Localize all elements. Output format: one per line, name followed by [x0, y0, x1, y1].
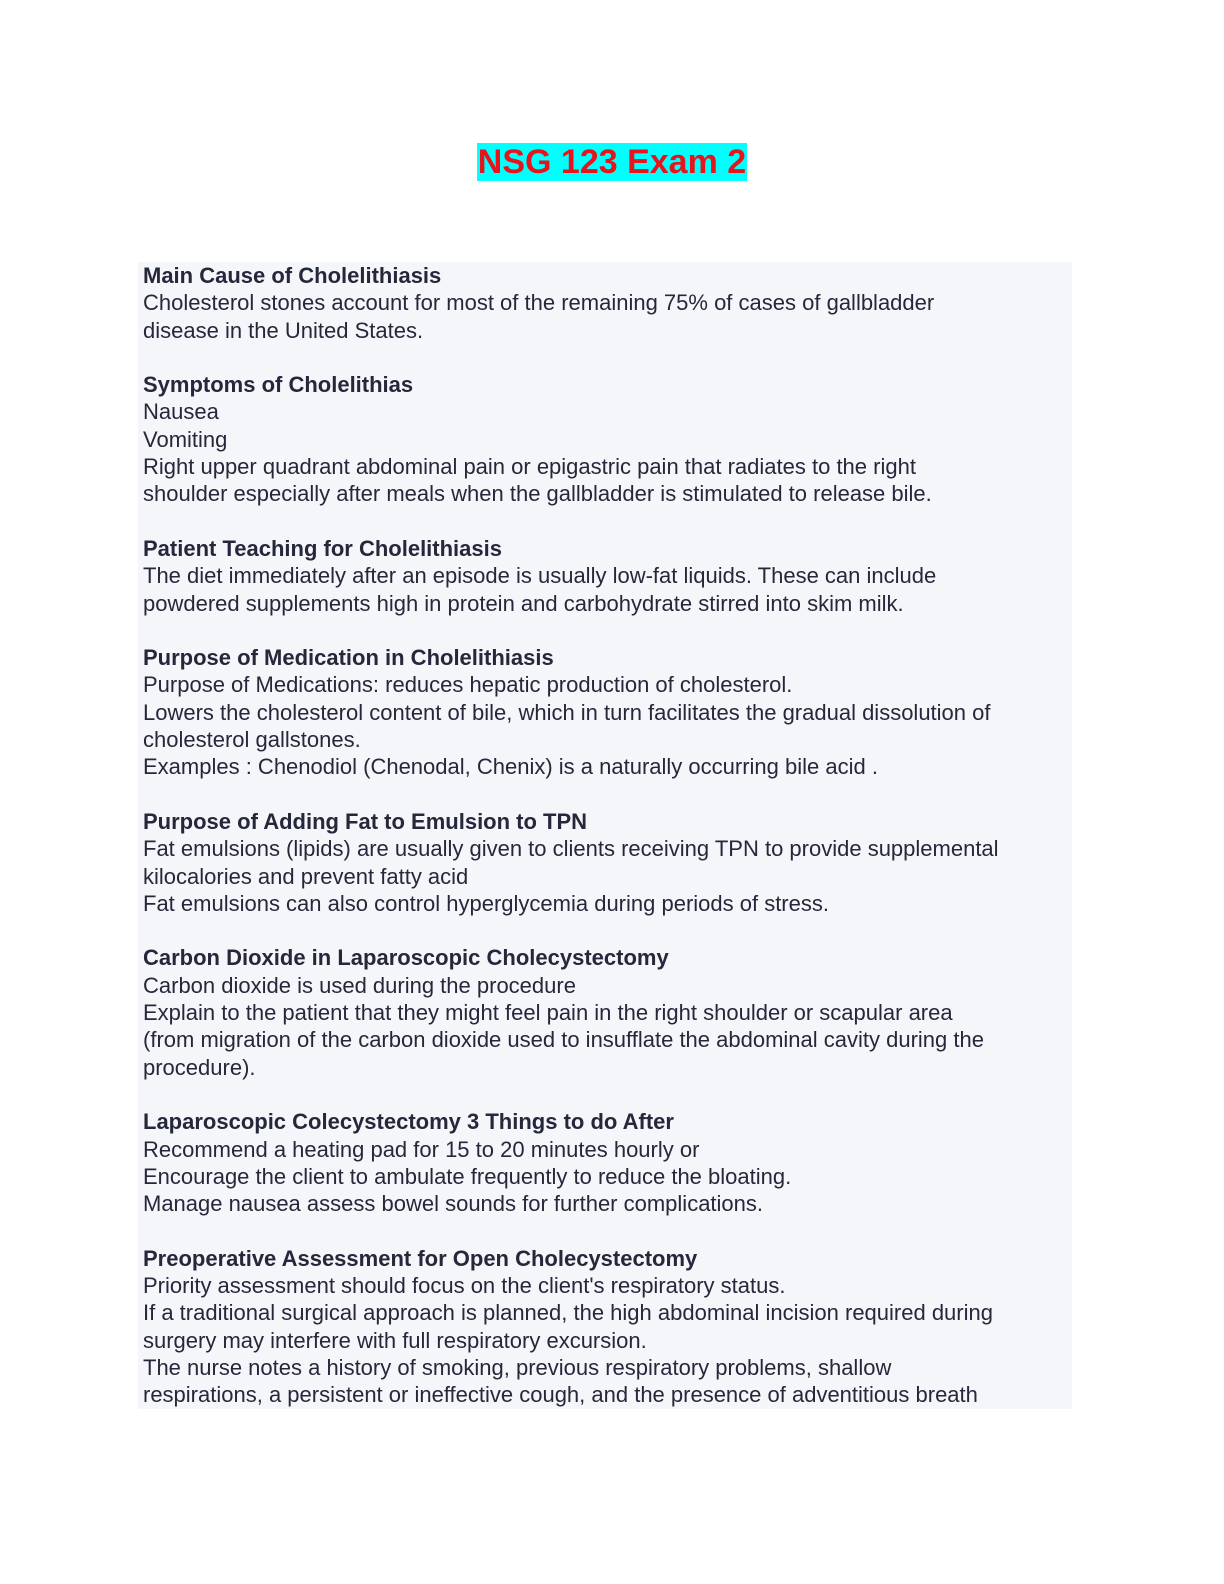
section-heading: Purpose of Medication in Cholelithiasis — [143, 645, 554, 671]
section-line: shoulder especially after meals when the gallbladder is stimulated to release bile. — [143, 481, 932, 507]
section-heading: Preoperative Assessment for Open Cholecystectomy — [143, 1245, 698, 1271]
section-line: Lowers the cholesterol content of bile, which in turn facilitates the gradual dissolution of — [143, 699, 991, 725]
section-line: procedure). — [143, 1054, 256, 1080]
section-line: Recommend a heating pad for 15 to 20 minutes hourly or — [143, 1136, 700, 1162]
section-heading: Main Cause of Cholelithiasis — [143, 263, 442, 288]
section-line: Cholesterol stones account for most of the remaining 75% of cases of gallbladder — [143, 290, 935, 316]
section-line: (from migration of the carbon dioxide used to insufflate the abdominal cavity during the — [143, 1027, 984, 1053]
section-line: Explain to the patient that they might feel pain in the right shoulder or scapular area — [143, 1000, 953, 1026]
section-line: kilocalories and prevent fatty acid — [143, 863, 469, 889]
section-line: Vomiting — [143, 426, 228, 452]
section-heading: Laparoscopic Colecystectomy 3 Things to do After — [143, 1109, 674, 1135]
section-line: Fat emulsions can also control hyperglycemia during periods of stress. — [143, 890, 829, 916]
section-line: Manage nausea assess bowel sounds for further complications. — [143, 1191, 764, 1217]
section-line: If a traditional surgical approach is planned, the high abdominal incision required during — [143, 1300, 993, 1326]
page-title-text: NSG 123 Exam 2 — [477, 143, 747, 181]
section-fat-emulsion — [143, 808, 1072, 917]
section-line: Purpose of Medications: reduces hepatic production of cholesterol. — [143, 672, 793, 698]
section-line: Fat emulsions (lipids) are usually given to clients receiving TPN to provide supplemental — [143, 836, 999, 862]
section-line: Nausea — [143, 399, 219, 425]
section-carbon-dioxide — [143, 944, 1072, 1080]
section-line: disease in the United States. — [143, 317, 424, 343]
section-line: Right upper quadrant abdominal pain or epigastric pain that radiates to the right — [143, 454, 916, 480]
section-line: powdered supplements high in protein and carbohydrate stirred into skim milk. — [143, 590, 904, 616]
section-heading: Symptoms of Cholelithias — [143, 372, 414, 398]
section-main-cause — [143, 262, 1072, 344]
section-medication-purpose — [143, 644, 1072, 780]
section-heading: Patient Teaching for Cholelithiasis — [143, 535, 502, 561]
section-symptoms — [143, 371, 1072, 507]
section-patient-teaching — [143, 535, 1072, 617]
section-line: cholesterol gallstones. — [143, 727, 361, 753]
section-heading: Carbon Dioxide in Laparoscopic Cholecystectomy — [143, 945, 669, 971]
section-line: respirations, a persistent or ineffective cough, and the presence of adventitious breath — [143, 1382, 978, 1408]
page-title — [0, 141, 1224, 183]
section-line: Carbon dioxide is used during the procedure — [143, 972, 576, 998]
section-line: The nurse notes a history of smoking, previous respiratory problems, shallow — [143, 1354, 892, 1380]
notes-content — [138, 262, 1072, 1409]
section-line: The diet immediately after an episode is usually low-fat liquids. These can include — [143, 563, 937, 589]
section-line: surgery may interfere with full respiratory excursion. — [143, 1327, 647, 1353]
section-after-surgery — [143, 1108, 1072, 1217]
section-line: Encourage the client to ambulate frequently to reduce the bloating. — [143, 1163, 792, 1189]
section-heading: Purpose of Adding Fat to Emulsion to TPN — [143, 808, 588, 834]
section-line: Priority assessment should focus on the client's respiratory status. — [143, 1272, 786, 1298]
section-preoperative-assessment — [143, 1245, 1072, 1409]
section-line: Examples : Chenodiol (Chenodal, Chenix) is a naturally occurring bile acid . — [143, 754, 878, 780]
